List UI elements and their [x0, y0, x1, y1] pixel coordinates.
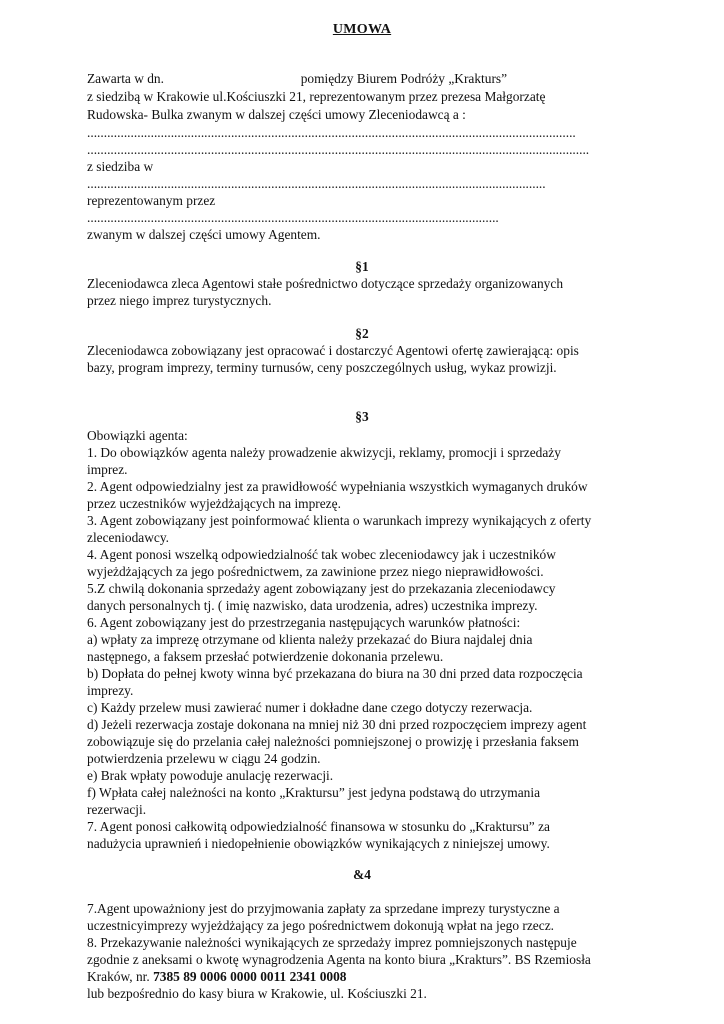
section-3-line: danych personalnych tj. ( imię nazwisko, data urodzenia, adres) uczestnika imprezy.	[87, 598, 538, 613]
section-3-line: d) Jeżeli rezerwacja zostaje dokonana na mniej niż 30 dni przed rozpoczęciem imprezy agent	[87, 717, 587, 732]
section-3-line: przez uczestników wyjeżdżających na imprezę.	[87, 496, 341, 511]
section-4-line-5	[87, 968, 347, 985]
section-2-heading: §2	[355, 326, 369, 341]
section-3-line: 6. Agent zobowiązany jest do przestrzegania następujących warunków płatności:	[87, 615, 521, 630]
section-3-line: następnego, a faksem przesłać potwierdzenie dokonania przelewu.	[87, 649, 444, 664]
section-3-line: Obowiązki agenta:	[87, 428, 188, 443]
section-1-line-2: przez niego imprez turystycznych.	[87, 293, 272, 308]
blank-line-1: ..................................................................................................................................................	[87, 125, 576, 140]
section-3-line: a) wpłaty za imprezę otrzymane od klienta należy przekazać do Biura najdalej dnia	[87, 632, 533, 647]
section-3-line: imprez.	[87, 462, 128, 477]
section-1-heading: §1	[355, 259, 369, 274]
blank-line-4: ...........................................................................................................................	[87, 210, 499, 225]
blank-line-3: .........................................................................................................................................	[87, 176, 546, 191]
section-3-line: b) Dopłata do pełnej kwoty winna być przekazana do biura na 30 dni przed data rozpoczęcia	[87, 666, 583, 681]
section-3-line: c) Każdy przelew musi zawierać numer i dokładne dane czego dotyczy rezerwacja.	[87, 700, 533, 715]
section-3-line: 4. Agent ponosi wszelką odpowiedzialność tak wobec zleceniodawcy jak i uczestników	[87, 547, 556, 562]
section-2-line-2: bazy, program imprezy, terminy turnusów, ceny poszczególnych usług, wykaz prowizji.	[87, 360, 557, 375]
section-4-line-3: 8. Przekazywanie należności wynikających ze sprzedaży imprez pomniejszonych następuje	[87, 935, 577, 950]
section-4-heading: &4	[353, 867, 371, 882]
section-3-line: nadużycia uprawnień i niedopełnienie obowiązków wynikających z niniejszej umowy.	[87, 836, 550, 851]
section-3-line: e) Brak wpłaty powoduje anulację rezerwacji.	[87, 768, 334, 783]
intro-line-4: z siedziba w	[87, 159, 154, 174]
section-3-line: zobowiązuje się do przelania całej należności pomniejszonej o prowizję i przesłania faksem	[87, 734, 579, 749]
section-3-heading: §3	[355, 409, 369, 424]
intro-parties: pomiędzy Biurem Podróży „Krakturs”	[300, 71, 508, 86]
section-4-line-1: 7.Agent upoważniony jest do przyjmowania zapłaty za sprzedane imprezy turystyczne a	[87, 901, 560, 916]
intro-line-5: reprezentowanym przez	[87, 193, 216, 208]
intro-line-1	[87, 70, 507, 87]
intro-line-6: zwanym w dalszej części umowy Agentem.	[87, 227, 321, 242]
section-3-line: zleceniodawcy.	[87, 530, 170, 545]
section-2-line-1: Zleceniodawca zobowiązany jest opracować i dostarczyć Agentowi ofertę zawierającą: opis	[87, 343, 579, 358]
section-3-line: 2. Agent odpowiedzialny jest za prawidłowość wypełniania wszystkich wymaganych druków	[87, 479, 588, 494]
section-4-line-2: uczestnicyimprezy wyjeżdżający za jego pośrednictwem dokonują wpłat na jego rzecz.	[87, 918, 554, 933]
section-3-line: imprezy.	[87, 683, 134, 698]
section-3-line: 7. Agent ponosi całkowitą odpowiedzialność finansowa w stosunku do „Kraktursu” za	[87, 819, 550, 834]
section-4-line-4: zgodnie z aneksami o kwotę wynagrodzenia Agenta na konto biura „Krakturs”. BS Rzemiosła	[87, 952, 591, 967]
bank-city-label: Kraków, nr.	[87, 969, 154, 984]
intro-date-label: Zawarta w dn.	[87, 71, 164, 86]
section-3-line: f) Wpłata całej należności na konto „Kraktursu” jest jedyna podstawą do utrzymania	[87, 785, 541, 800]
section-3-line: 1. Do obowiązków agenta należy prowadzenie akwizycji, reklamy, promocji i sprzedaży	[87, 445, 561, 460]
intro-line-3: Rudowska- Bulka zwanym w dalszej części umowy Zleceniodawcą a :	[87, 107, 466, 122]
section-3-line: 3. Agent zobowiązany jest poinformować klienta o warunkach imprezy wynikających z oferty	[87, 513, 592, 528]
section-3-line: rezerwacji.	[87, 802, 147, 817]
section-3-line: potwierdzenia przelewu w ciągu 24 godzin.	[87, 751, 321, 766]
section-1-line-1: Zleceniodawca zleca Agentowi stałe pośrednictwo dotyczące sprzedaży organizowanych	[87, 276, 564, 291]
bank-account-number: 7385 89 0006 0000 0011 2341 0008	[153, 969, 347, 984]
section-4-line-6: lub bezpośrednio do kasy biura w Krakowie, ul. Kościuszki 21.	[87, 986, 427, 1001]
section-3-line: 5.Z chwilą dokonania sprzedaży agent zobowiązany jest do przekazania zleceniodawcy	[87, 581, 556, 596]
document-title: UMOWA	[332, 22, 392, 37]
section-3-line: wyjeżdżających za jego pośrednictwem, za zawinione przez niego nieprawidłowości.	[87, 564, 544, 579]
blank-line-2: ......................................................................................................................................................	[87, 142, 590, 157]
intro-line-2: z siedzibą w Krakowie ul.Kościuszki 21, reprezentowanym przez prezesa Małgorzatę	[87, 89, 546, 104]
